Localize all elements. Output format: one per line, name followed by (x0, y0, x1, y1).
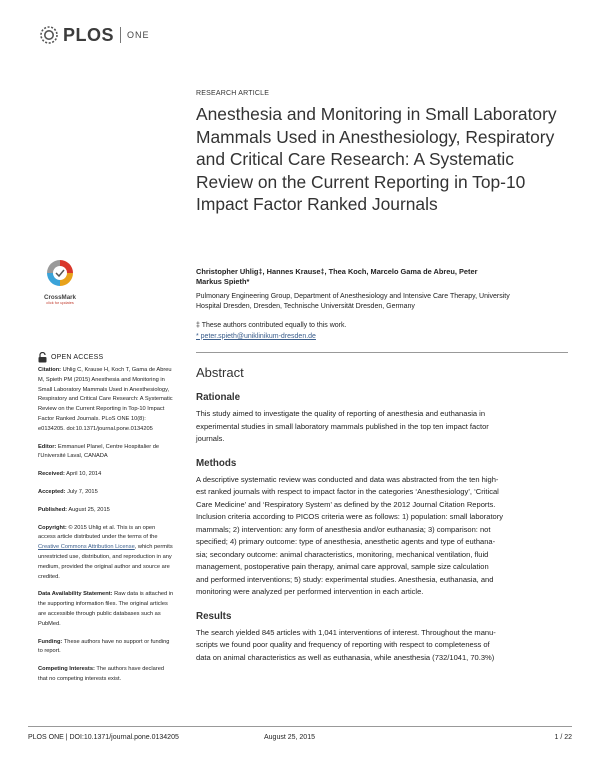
funding-line: These authors have no support or funding (62, 638, 170, 645)
published-date (38, 506, 183, 516)
competing-interests-block (38, 665, 183, 685)
crossmark-sublabel: click for updates (46, 301, 74, 305)
text-line: journals. (196, 434, 225, 443)
funding-line: to report. (38, 648, 61, 655)
article-title: Anesthesia and Monitoring in Small Laboratory Mammals Used in Anesthesiology, Respiratory and Critical Care Research: A Systematic Review on the Current Reporting in Top-10 Impact Factor Ranked Journals (196, 104, 557, 215)
text-line: A descriptive systematic review was conducted and data was abstracted from the ten high- (196, 474, 499, 484)
citation-line: Small Laboratory Mammals Used in Anesthesiology, (38, 386, 170, 393)
text-line: and performed interventions; 5) study: experimental studies. Anesthesia, euthanasia, and (196, 574, 494, 584)
text-line: monitoring were analyzed per performed intervention in each article. (196, 587, 424, 596)
accepted-date (38, 488, 183, 498)
methods-text (196, 474, 568, 599)
accepted-value: July 7, 2015 (65, 488, 98, 495)
data-availability-line: the supporting information files. The original articles (38, 601, 168, 608)
citation-line: Factor Ranked Journals. PLoS ONE 10(8): (38, 415, 146, 422)
abstract-heading: Abstract (196, 365, 244, 380)
author-notes (196, 321, 568, 342)
brand-name: PLOS (63, 24, 115, 45)
copyright-line: unrestricted use, distribution, and reproduction in any (38, 553, 172, 560)
equal-contribution-note: ‡ These authors contributed equally to this work. (196, 322, 347, 329)
accepted-label: Accepted: (38, 488, 66, 495)
open-access-label: OPEN ACCESS (51, 354, 104, 361)
received-label: Received: (38, 471, 65, 478)
logo-divider (120, 27, 121, 43)
crossmark-icon (42, 258, 78, 288)
sidebar-metadata (38, 366, 183, 685)
copyright-label: Copyright: (38, 524, 67, 531)
results-heading: Results (196, 610, 232, 622)
text-line: Inclusion criteria according to PICOS criteria were as follows: 1) population: small laboratory (196, 512, 504, 521)
citation-line: Respiratory and Critical Care Research: A Systematic (38, 396, 173, 403)
page-number: 1 / 22 (554, 734, 572, 741)
published-value: August 25, 2015 (67, 506, 110, 513)
data-availability-block (38, 590, 183, 629)
editor-line: Emmanuel Planel, Centre Hospitalier de (56, 443, 160, 450)
text-line: specified; 4) primary outcome: type of anesthesia, anesthetic agents and type of euthana- (196, 537, 496, 546)
citation-line: e0134205. doi:10.1371/journal.pone.0134205 (38, 425, 153, 432)
text-line: sia; secondary outcome: animal characteristics, monitoring, mechanical ventilation, fluid (196, 549, 489, 559)
rationale-heading: Rationale (196, 392, 241, 403)
footer-date: August 25, 2015 (264, 734, 315, 741)
crossmark-badge[interactable] (42, 258, 78, 305)
divider (196, 352, 568, 353)
affiliation (196, 292, 568, 313)
citation-block (38, 366, 183, 435)
footer-journal-doi: PLOS ONE | DOI:10.1371/journal.pone.0134205 (28, 734, 179, 741)
copyright-line: , which permits (134, 544, 173, 551)
journal-name: ONE (127, 30, 150, 40)
text-line: This study aimed to investigate the quality of reporting of anesthesia and euthanasia in (196, 409, 486, 418)
methods-heading: Methods (196, 457, 237, 469)
citation-label: Citation: (38, 367, 62, 373)
open-access-badge (38, 352, 103, 363)
funding-block (38, 638, 183, 658)
copyright-line: © 2015 Uhlig et al. This is an open (66, 524, 156, 531)
copyright-line: access article distributed under the terms of the (38, 534, 158, 541)
citation-line: M, Spieth PM (2015) Anesthesia and Monitoring in (38, 376, 165, 383)
copyright-line: medium, provided the original author and source are (38, 563, 170, 570)
open-lock-icon (38, 352, 47, 363)
footer-divider (28, 726, 572, 727)
rationale-text (196, 408, 568, 446)
editor-block (38, 443, 183, 463)
data-availability-label: Data Availability Statement: (38, 591, 113, 598)
published-label: Published: (38, 506, 68, 513)
license-link[interactable]: Creative Commons Attribution License (38, 544, 135, 551)
text-line: Care Medicine’ and ‘Respiratory System’ as defined by the 2012 Journal Citation Reports. (196, 499, 496, 509)
plos-one-logo[interactable] (38, 24, 150, 46)
abstract-body (196, 392, 568, 664)
copyright-block (38, 524, 183, 583)
text-line: The search yielded 845 articles with 1,041 interventions of interest. Throughout the manu- (196, 627, 496, 637)
text-line: scripts we found poor quality and frequency of reporting with respect to completeness of (196, 640, 490, 649)
text-line: est ranked journals with respect to impact factor in the categories ‘Anesthesiology’, ‘Critical (196, 487, 499, 496)
citation-line: Uhlig C, Krause H, Koch T, Gama de Abreu (61, 367, 172, 373)
data-availability-line: Raw data is attached in (112, 591, 174, 598)
text-line: experimental studies in small laboratory mammals published in the top ten impact factor (196, 421, 489, 431)
data-availability-line: PubMed. (38, 620, 61, 627)
copyright-line: credited. (38, 573, 60, 580)
competing-interests-line: The authors have declared (94, 666, 165, 673)
article-type: RESEARCH ARTICLE (196, 90, 270, 97)
editor-line: l'Université Laval, CANADA (38, 453, 108, 460)
author-list (196, 267, 568, 288)
competing-interests-line: that no competing interests exist. (38, 675, 122, 682)
author-line: Christopher Uhlig‡, Hannes Krause‡, Thea Koch, Marcelo Gama de Abreu, Peter (196, 267, 478, 276)
text-line: mammals; 2) intervention: any form of anesthesia and/or euthanasia; 3) comparison: not (196, 524, 491, 534)
crossmark-label: CrossMark (44, 294, 76, 301)
funding-label: Funding: (38, 638, 63, 645)
text-line: management, postoperative pain therapy, animal care approval, sample size calculation (196, 562, 489, 571)
results-text (196, 627, 568, 665)
editor-label: Editor: (38, 443, 57, 450)
received-date (38, 470, 183, 480)
citation-line: Review on the Current Reporting in Top-10 Impact (38, 406, 165, 413)
data-availability-line: are accessible through public databases such as (38, 610, 161, 617)
affiliation-line: Pulmonary Engineering Group, Department of Anesthesiology and Intensive Care Therapy, University (196, 293, 510, 300)
plos-logo-icon (38, 24, 60, 46)
author-line: Markus Spieth* (196, 277, 250, 287)
corresponding-email-link[interactable]: * peter.spieth@uniklinikum-dresden.de (196, 332, 316, 340)
received-value: April 10, 2014 (64, 471, 102, 478)
text-line: data on animal characteristics as well as euthanasia, while anesthesia (732/1041, 70.3%) (196, 652, 495, 662)
competing-interests-label: Competing Interests: (38, 666, 95, 673)
affiliation-line: Hospital Dresden, Dresden, Technische Universität Dresden, Germany (196, 303, 415, 311)
